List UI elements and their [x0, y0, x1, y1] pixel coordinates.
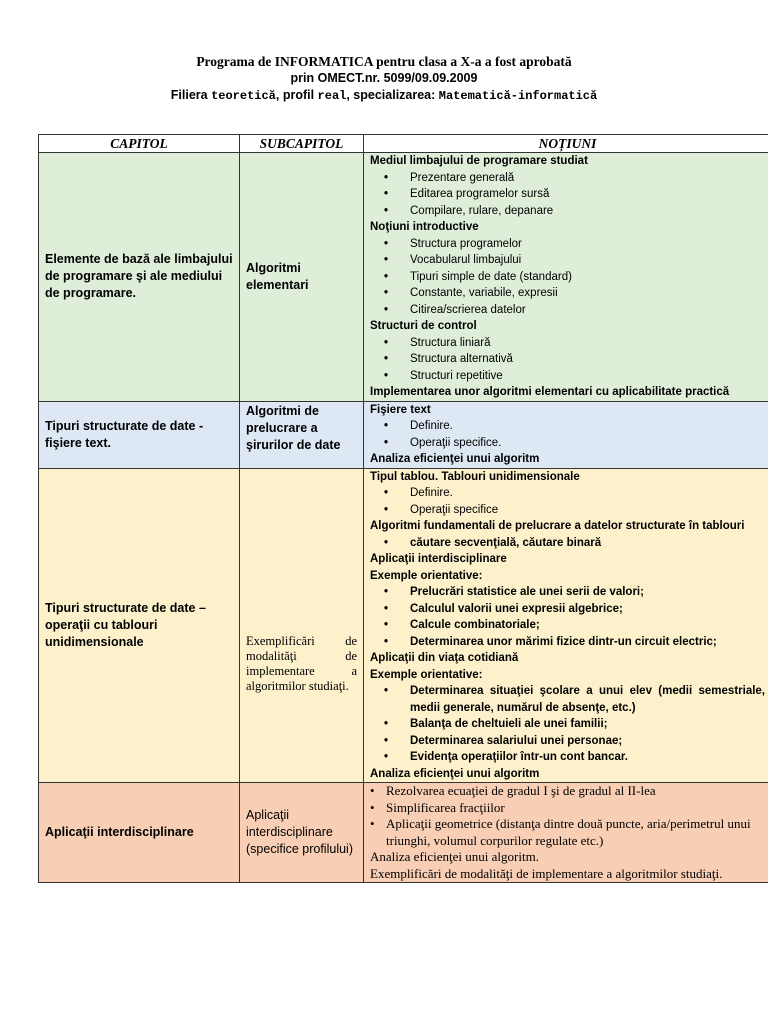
- notiuni-bullet-item: • Operaţii specifice.: [370, 435, 765, 452]
- notiuni-heading: Aplicaţii din viaţa cotidiană: [370, 652, 519, 664]
- notiuni-bullet-item: • Structura alternativă: [370, 351, 765, 368]
- table-row: [39, 401, 768, 468]
- notiuni-cell: [364, 783, 768, 883]
- table-header-row: [39, 135, 768, 153]
- notiuni-heading: Analiza eficienţei unui algoritm: [370, 767, 540, 780]
- notiuni-heading: Aplicaţii interdisciplinare: [370, 553, 507, 565]
- header-title: Programa de INFORMATICA pentru clasa a X-a a fost aprobată: [196, 54, 572, 69]
- capitol-cell: Aplicaţii interdisciplinare: [39, 783, 240, 883]
- notiuni-heading: Analiza eficienţei unui algoritm: [370, 453, 540, 465]
- column-header-subcapitol: SUBCAPITOL: [240, 135, 364, 153]
- notiuni-paragraph: Exemplificări de modalităţi de implementare a algoritmilor studiaţi.: [370, 865, 723, 881]
- specialization-profil: real: [317, 89, 347, 103]
- notiuni-bullet-item: • Determinarea salariului unei personae;: [370, 733, 765, 750]
- specialization-label-a: Filiera: [170, 88, 212, 102]
- specialization-label-c: , profil: [275, 88, 318, 102]
- notiuni-bullet-item: • Structura programelor: [370, 236, 765, 253]
- notiuni-cell: [364, 401, 768, 468]
- subcapitol-cell: Aplicaţii interdisciplinare (specifice profilului): [240, 783, 364, 883]
- notiuni-bullet-item: • Determinarea situaţiei şcolare a unui elev (medii semestriale, medii generale, numărul de absenţe, etc.): [370, 683, 765, 716]
- notiuni-bullet-item: • Aplicaţii geometrice (distanţa dintre două puncte, aria/perimetrul unui triunghi, volumul corpurilor regulate etc.): [370, 816, 765, 849]
- table-row: [39, 468, 768, 783]
- column-header-notiuni: NOȚIUNI: [364, 135, 768, 153]
- notiuni-heading: Tipul tablou. Tablouri unidimensionale: [370, 470, 580, 483]
- header-specialization: [0, 87, 768, 105]
- subcapitol-cell: Exemplificări de modalităţi de implementare a algoritmilor studiaţi.: [240, 468, 364, 783]
- notiuni-bullet-item: • Determinarea unor mărimi fizice dintr-un circuit electric;: [370, 634, 765, 651]
- notiuni-bullet-item: • Structuri repetitive: [370, 368, 765, 385]
- notiuni-bullet-item: • Definire.: [370, 485, 765, 502]
- notiuni-bullet-item: • Balanţa de cheltuieli ale unei familii;: [370, 716, 765, 733]
- notiuni-bullet-item: • Vocabularul limbajului: [370, 252, 765, 269]
- notiuni-heading: Exemple orientative:: [370, 569, 483, 582]
- notiuni-heading: Exemple orientative:: [370, 668, 483, 681]
- notiuni-bullet-item: • Editarea programelor sursă: [370, 186, 765, 203]
- notiuni-cell: [364, 468, 768, 783]
- capitol-cell: Elemente de bază ale limbajului de programare şi ale mediului de programare.: [39, 153, 240, 402]
- notiuni-bullet-item: • Prelucrări statistice ale unei serii de valori;: [370, 584, 765, 601]
- specialization-name: Matematică-informatică: [438, 89, 598, 103]
- notiuni-bullet-item: • Definire.: [370, 418, 765, 435]
- capitol-cell: Tipuri structurate de date – operaţii cu tablouri unidimensionale: [39, 468, 240, 783]
- subcapitol-cell: Algoritmi elementari: [240, 153, 364, 402]
- notiuni-bullet-item: • Citirea/scrierea datelor: [370, 302, 765, 319]
- notiuni-cell: [364, 153, 768, 402]
- notiuni-heading: Mediul limbajului de programare studiat: [370, 155, 588, 167]
- syllabus-table: [38, 134, 768, 883]
- notiuni-bullet-item: • Simplificarea fracţiilor: [370, 800, 765, 817]
- notiuni-bullet-item: • Rezolvarea ecuaţiei de gradul I şi de gradul al II-lea: [370, 783, 765, 800]
- notiuni-heading: Algoritmi fundamentali de prelucrare a datelor structurate în tablouri: [370, 520, 745, 532]
- notiuni-heading: Structuri de control: [370, 320, 477, 332]
- notiuni-paragraph: Analiza eficienţei unui algoritm.: [370, 849, 539, 864]
- notiuni-bullet-item: • Evidenţa operaţiilor într-un cont bancar.: [370, 749, 765, 766]
- notiuni-bullet-item: • Structura liniară: [370, 335, 765, 352]
- notiuni-bullet-item: • Tipuri simple de date (standard): [370, 269, 765, 286]
- column-header-capitol: CAPITOL: [39, 135, 240, 153]
- notiuni-heading: Fişiere text: [370, 403, 431, 416]
- header-approval: prin OMECT.nr. 5099/09.09.2009: [290, 71, 478, 85]
- notiuni-bullet-item: • Operaţii specifice: [370, 502, 765, 519]
- specialization-filiera: teoretică: [211, 89, 276, 103]
- capitol-cell: Tipuri structurate de date - fişiere text.: [39, 401, 240, 468]
- table-row: [39, 153, 768, 402]
- document-header: [0, 53, 768, 105]
- notiuni-bullet-item: • Calculul valorii unei expresii algebrice;: [370, 601, 765, 618]
- notiuni-heading: Implementarea unor algoritmi elementari cu aplicabilitate practică: [370, 386, 730, 398]
- notiuni-bullet-item: • Calcule combinatoriale;: [370, 617, 765, 634]
- specialization-label-e: , specializarea:: [346, 88, 439, 102]
- notiuni-bullet-item: • căutare secvenţială, căutare binară: [370, 535, 765, 552]
- notiuni-heading: Noţiuni introductive: [370, 221, 479, 233]
- notiuni-bullet-item: • Constante, variabile, expresii: [370, 285, 765, 302]
- notiuni-bullet-item: • Compilare, rulare, depanare: [370, 203, 765, 220]
- table-row: [39, 783, 768, 883]
- notiuni-bullet-item: • Prezentare generală: [370, 170, 765, 187]
- subcapitol-cell: Algoritmi de prelucrare a şirurilor de date: [240, 401, 364, 468]
